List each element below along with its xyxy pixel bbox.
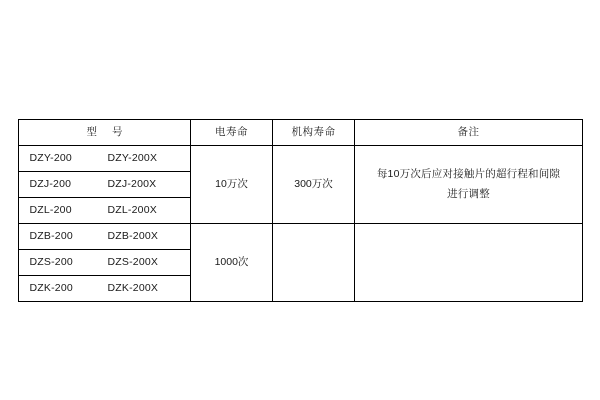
model-cell (19, 198, 191, 224)
column-header-mechanical-life: 机构寿命 (273, 120, 355, 146)
table-row (19, 224, 583, 250)
model-code-variant: DZJ-200X (107, 177, 157, 190)
model-code-primary: DZJ-200 (29, 177, 72, 190)
model-code-primary: DZS-200 (29, 255, 73, 268)
electrical-life-value: 10万次 (191, 146, 273, 224)
model-code-primary: DZL-200 (29, 203, 72, 216)
model-code-variant: DZK-200X (107, 281, 159, 294)
model-code-variant: DZY-200X (107, 151, 158, 164)
column-header-remark: 备注 (355, 120, 583, 146)
column-header-model-label: 型 号 (86, 125, 129, 138)
model-code-variant: DZS-200X (107, 255, 159, 268)
remark-line-1: 每10万次后应对接触片的超行程和间隙 (376, 167, 561, 180)
model-code-primary: DZB-200 (29, 229, 73, 242)
model-cell (19, 224, 191, 250)
model-cell (19, 276, 191, 302)
model-code-primary: DZY-200 (29, 151, 72, 164)
remark-cell (355, 146, 583, 224)
model-cell (19, 172, 191, 198)
specification-table (18, 119, 583, 302)
remark-line-2: 进行调整 (447, 187, 490, 200)
model-code-primary: DZK-200 (29, 281, 73, 294)
model-code-variant: DZB-200X (107, 229, 159, 242)
table-row (19, 146, 583, 172)
mechanical-life-value (273, 224, 355, 302)
electrical-life-value: 1000次 (191, 224, 273, 302)
model-cell (19, 146, 191, 172)
column-header-electrical-life: 电寿命 (191, 120, 273, 146)
remark-cell (355, 224, 583, 302)
model-code-variant: DZL-200X (107, 203, 157, 216)
mechanical-life-value: 300万次 (273, 146, 355, 224)
model-cell (19, 250, 191, 276)
table-header-row (19, 120, 583, 146)
column-header-model (19, 120, 191, 146)
